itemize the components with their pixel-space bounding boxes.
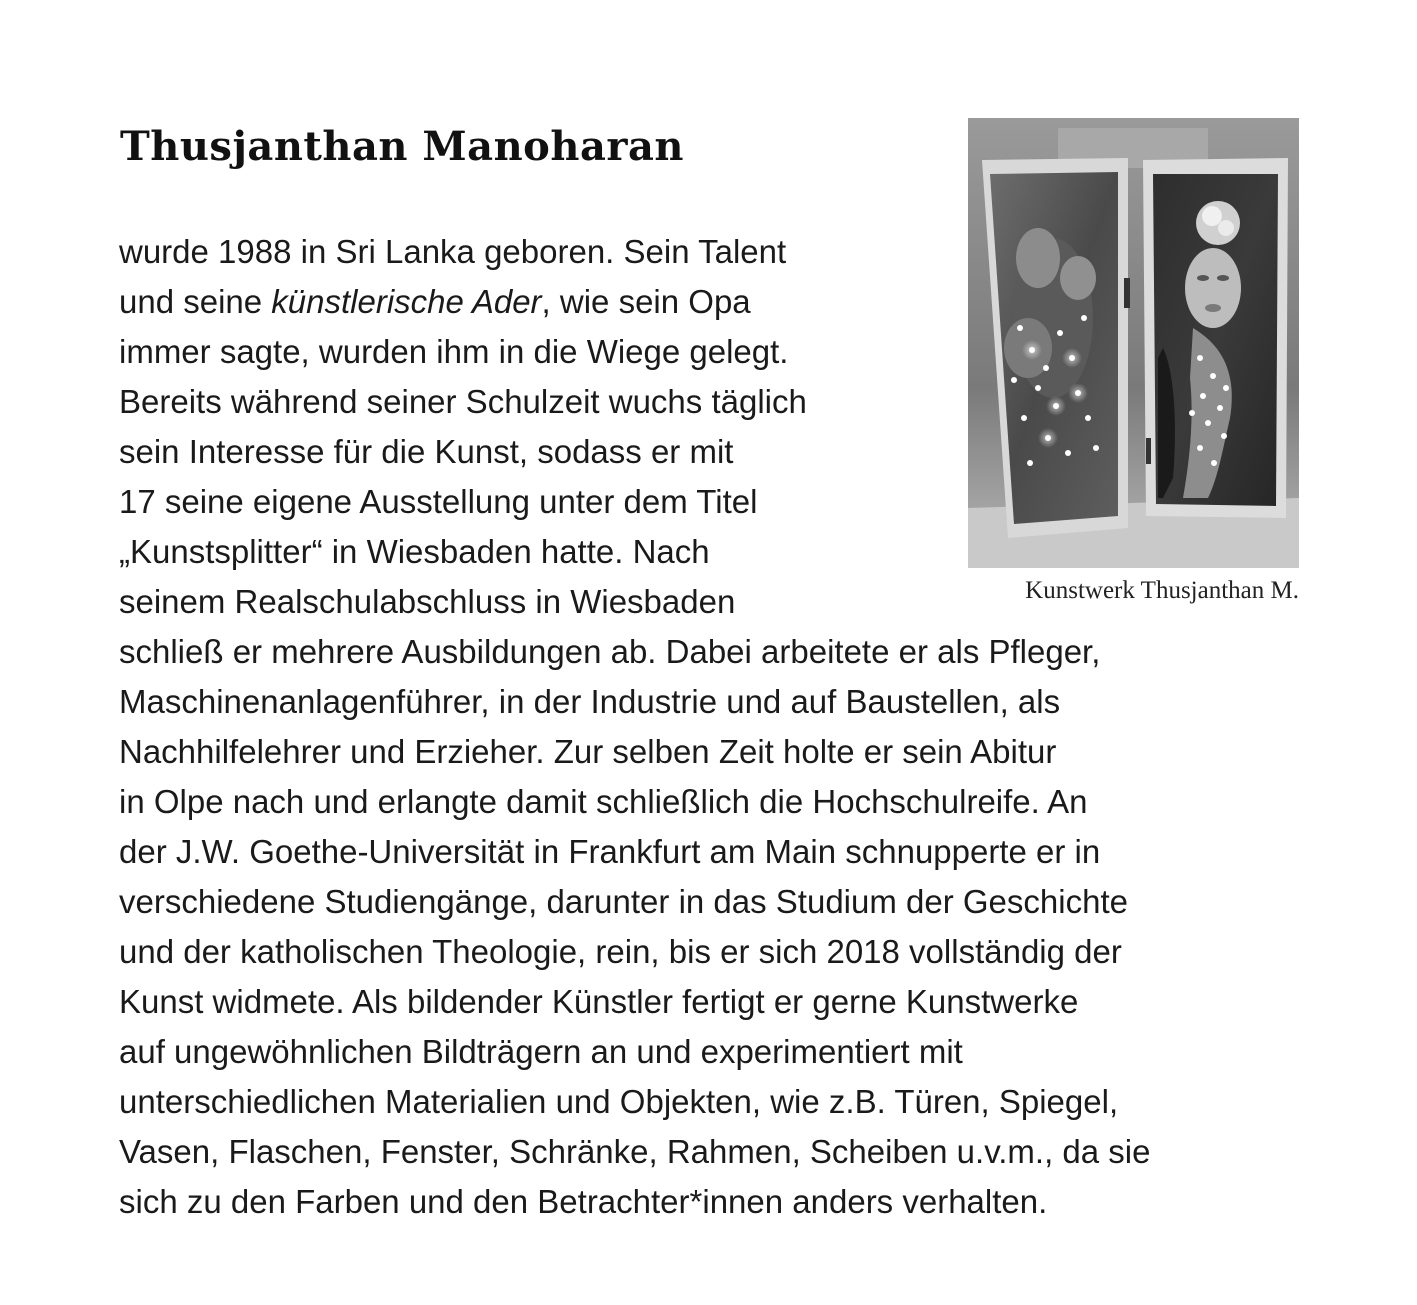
text-line: sein Interesse für die Kunst, sodass er mit	[119, 433, 734, 470]
text-line: immer sagte, wurden ihm in die Wiege gelegt.	[119, 333, 789, 370]
text-line: der J.W. Goethe-Universität in Frankfurt am Main schnupperte er in	[119, 833, 1101, 870]
text-line: auf ungewöhnlichen Bildträgern an und experimentiert mit	[119, 1033, 963, 1070]
text-line: sich zu den Farben und den Betrachter*innen anders verhalten.	[119, 1183, 1048, 1220]
emphasized-text: künstlerische Ader	[271, 283, 542, 320]
text-line: und der katholischen Theologie, rein, bis er sich 2018 vollständig der	[119, 933, 1122, 970]
biography-text	[119, 227, 1150, 1227]
text-segment: , wie sein Opa	[541, 283, 751, 320]
text-line	[119, 277, 1150, 327]
page-title: Thusjanthan Manoharan	[120, 123, 684, 170]
photo-caption: Kunstwerk Thusjanthan M.	[1025, 577, 1299, 604]
text-line: Maschinenanlagenführer, in der Industrie und auf Baustellen, als	[119, 683, 1061, 720]
text-line: „Kunstsplitter“ in Wiesbaden hatte. Nach	[119, 533, 710, 570]
text-line: schließ er mehrere Ausbildungen ab. Dabei arbeitete er als Pfleger,	[119, 633, 1101, 670]
text-line: verschiedene Studiengänge, darunter in das Studium der Geschichte	[119, 883, 1128, 920]
text-line: unterschiedlichen Materialien und Objekten, wie z.B. Türen, Spiegel,	[119, 1083, 1119, 1120]
text-line: in Olpe nach und erlangte damit schließlich die Hochschulreife. An	[119, 783, 1088, 820]
text-segment: und seine	[119, 283, 272, 320]
text-line: 17 seine eigene Ausstellung unter dem Titel	[119, 483, 758, 520]
text-line: Nachhilfelehrer und Erzieher. Zur selben Zeit holte er sein Abitur	[119, 733, 1057, 770]
text-line: Bereits während seiner Schulzeit wuchs täglich	[119, 383, 807, 420]
text-line: seinem Realschulabschluss in Wiesbaden	[119, 583, 736, 620]
text-line: wurde 1988 in Sri Lanka geboren. Sein Talent	[119, 233, 787, 270]
text-line: Vasen, Flaschen, Fenster, Schränke, Rahmen, Scheiben u.v.m., da sie	[119, 1133, 1151, 1170]
text-line: Kunst widmete. Als bildender Künstler fertigt er gerne Kunstwerke	[119, 983, 1079, 1020]
